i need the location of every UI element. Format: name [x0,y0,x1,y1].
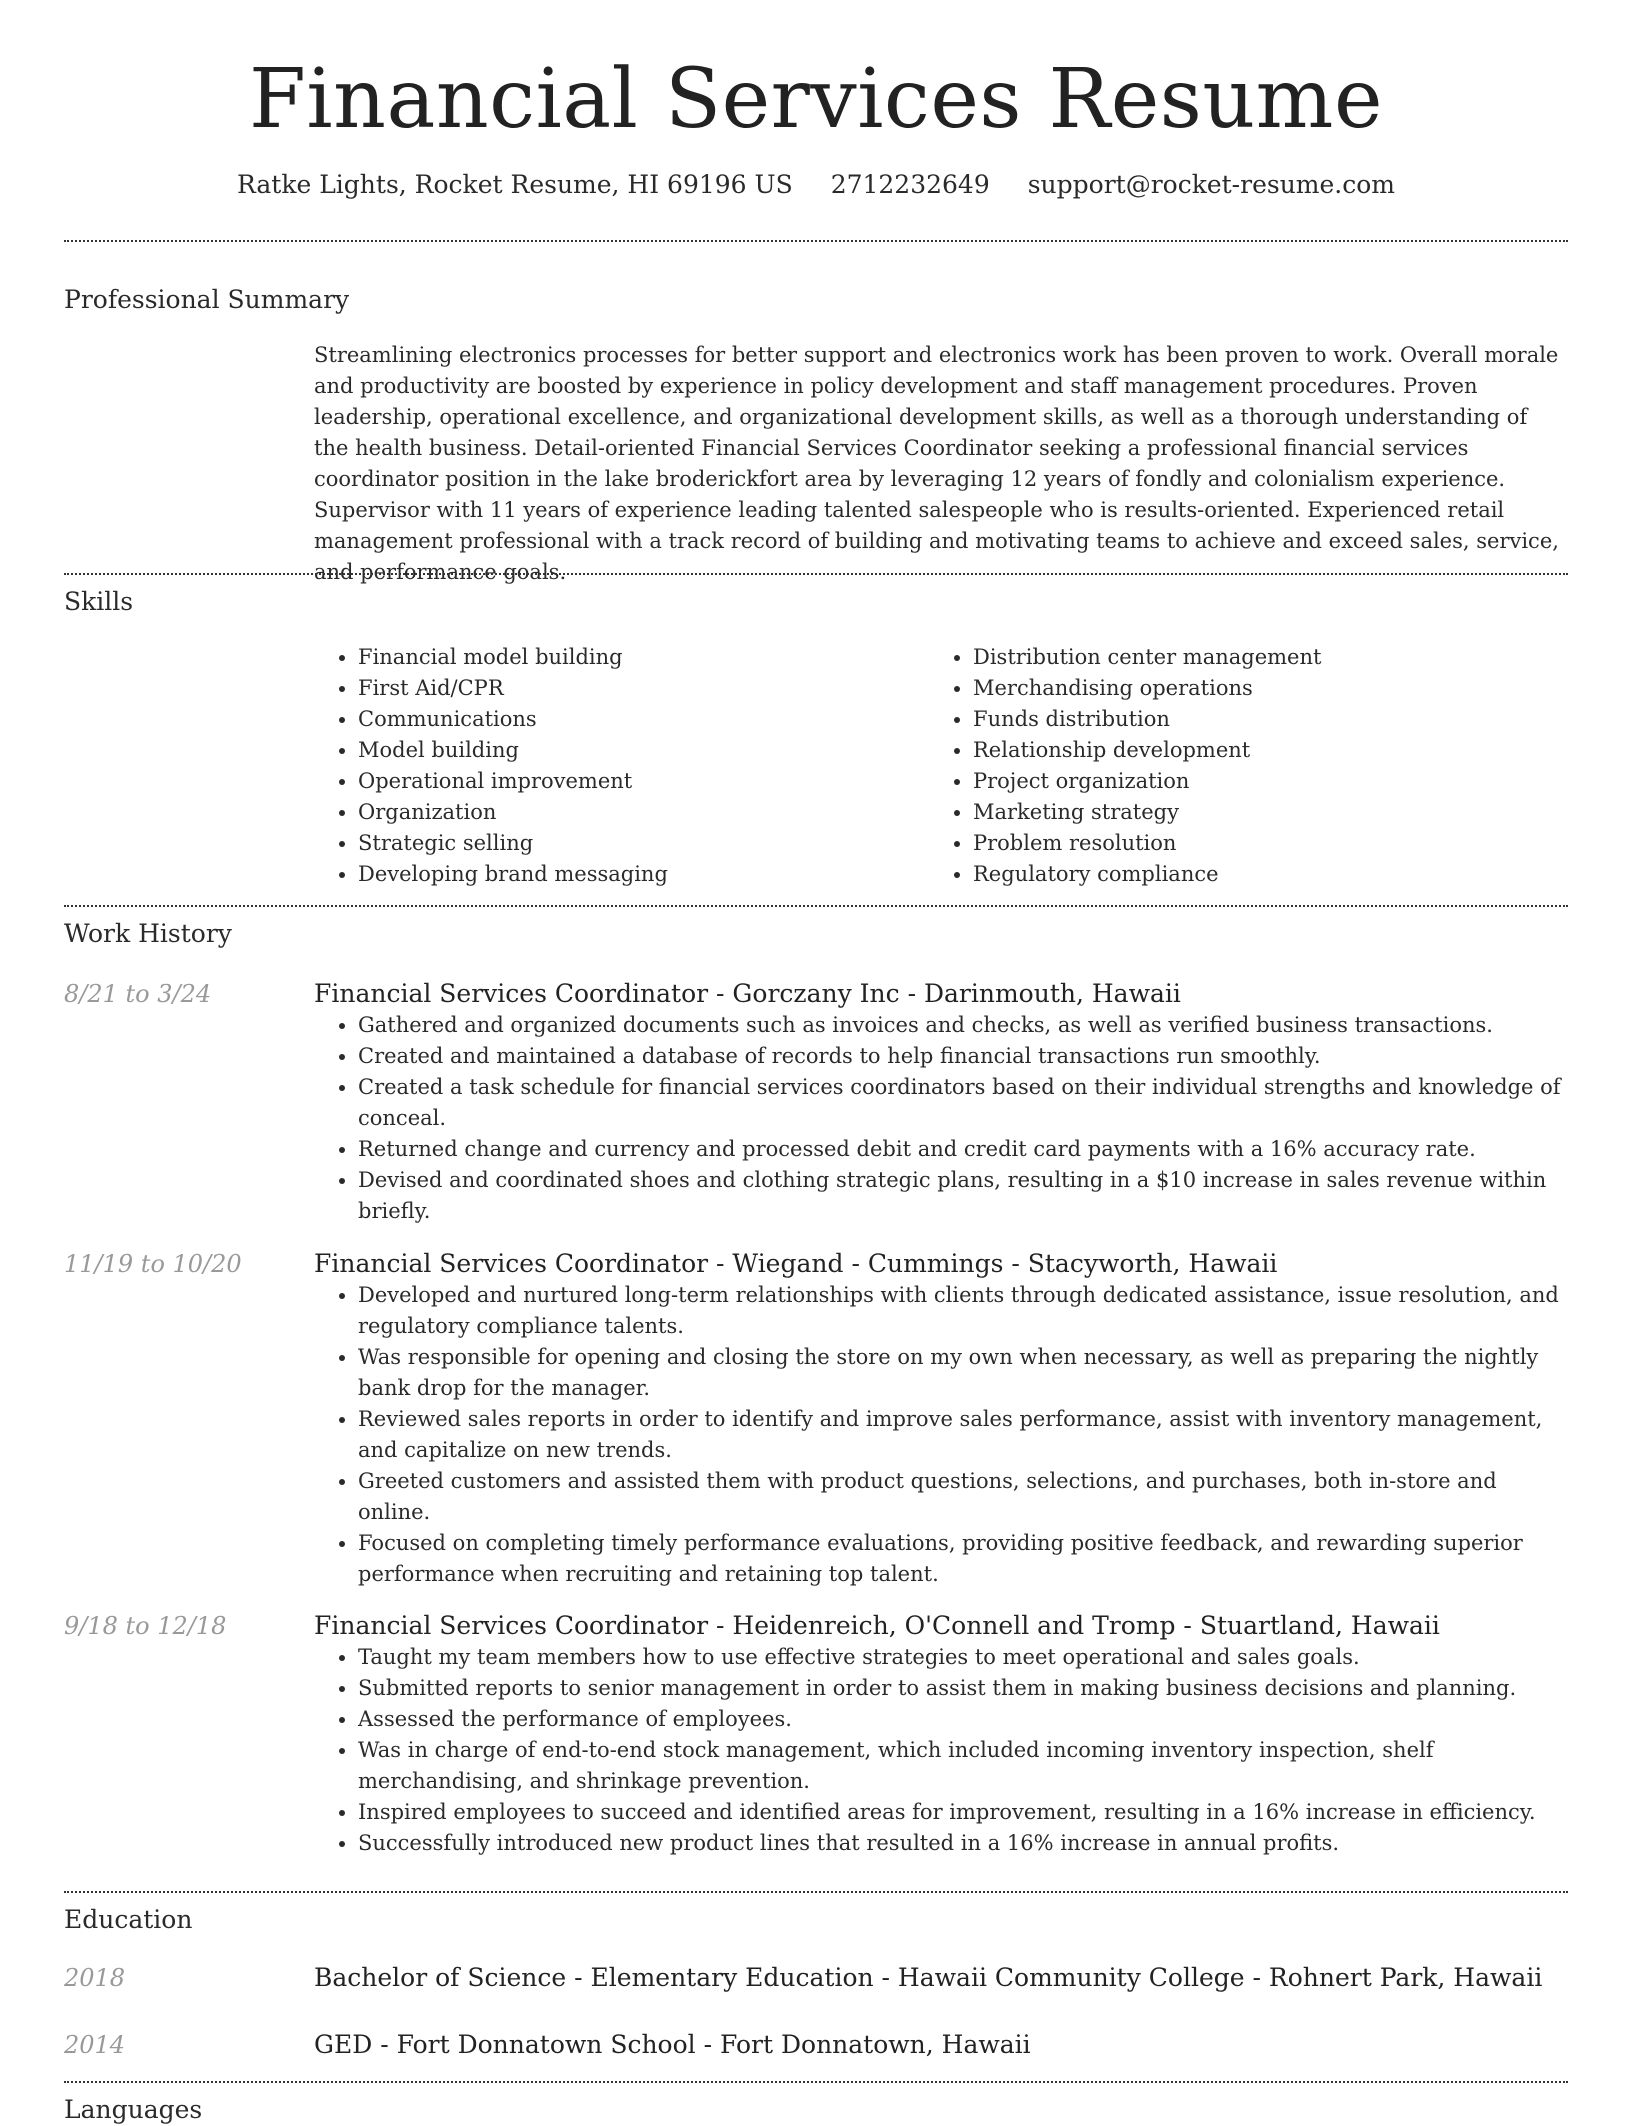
job-bullet: • Assessed the performance of employees. [358,1704,1568,1735]
contact-line [0,168,1632,202]
skill-item: • Regulatory compliance [973,859,1529,890]
job-bullet: • Taught my team members how to use effective strategies to meet operational and sales goals. [358,1642,1568,1673]
skill-item: • Project organization [973,766,1529,797]
skills-block [314,642,1568,892]
skill-item: • Model building [358,735,914,766]
job-bullet: • Gathered and organized documents such as invoices and checks, as well as verified business transactions. [358,1010,1568,1041]
education-entry [314,1962,1568,1994]
job-entry [314,978,1568,1227]
education-heading: GED - Fort Donnatown School - Fort Donnatown, Hawaii [314,2030,1031,2059]
job-bullet: • Devised and coordinated shoes and clothing strategic plans, resulting in a $10 increase in sales revenue within briefly. [358,1165,1568,1227]
education-year: 2014 [64,2031,126,2059]
skill-item: • Distribution center management [973,642,1529,673]
section-title-skills: Skills [64,587,134,616]
education-heading: Bachelor of Science - Elementary Education - Hawaii Community College - Rohnert Park, Hawaii [314,1963,1543,1992]
job-heading: Financial Services Coordinator - Gorczany Inc - Darinmouth, Hawaii [314,979,1181,1008]
job-dates: 9/18 to 12/18 [64,1612,227,1640]
skill-item: • Financial model building [358,642,914,673]
skill-item: • Relationship development [973,735,1529,766]
skill-item: • Merchandising operations [973,673,1529,704]
job-bullet: • Successfully introduced new product lines that resulted in a 16% increase in annual profits. [358,1828,1568,1859]
divider [64,2081,1568,2083]
job-bullet: • Greeted customers and assisted them with product questions, selections, and purchases, both in-store and online. [358,1466,1568,1528]
section-title-work: Work History [64,919,232,948]
skill-item: • Organization [358,797,914,828]
skill-item: • Communications [358,704,914,735]
job-heading: Financial Services Coordinator - Wiegand - Cummings - Stacyworth, Hawaii [314,1249,1278,1278]
summary-block [314,340,1568,588]
job-bullet: • Was responsible for opening and closing the store on my own when necessary, as well as preparing the nightly bank drop for the manager. [358,1342,1568,1404]
job-bullet: • Was in charge of end-to-end stock management, which included incoming inventory inspection, shelf merchandising, and shrinkage prevention. [358,1735,1568,1797]
education-entry [314,2029,1568,2061]
section-title-languages: Languages [64,2095,203,2124]
job-bullets [314,1642,1568,1859]
contact-phone: 2712232649 [830,170,990,199]
resume-title: Financial Services Resume [249,52,1383,147]
job-bullets [314,1010,1568,1227]
contact-address: Ratke Lights, Rocket Resume, HI 69196 US [236,170,793,199]
skill-item: • Problem resolution [973,828,1529,859]
job-bullet: • Returned change and currency and processed debit and credit card payments with a 16% accuracy rate. [358,1134,1568,1165]
job-bullet: • Inspired employees to succeed and identified areas for improvement, resulting in a 16% increase in efficiency. [358,1797,1568,1828]
job-entry [314,1248,1568,1590]
job-heading: Financial Services Coordinator - Heidenreich, O'Connell and Tromp - Stuartland, Hawaii [314,1611,1440,1640]
job-bullet: • Submitted reports to senior management in order to assist them in making business decisions and planning. [358,1673,1568,1704]
skill-item: • Marketing strategy [973,797,1529,828]
skill-item: • Operational improvement [358,766,914,797]
summary-text: Streamlining electronics processes for better support and electronics work has been proven to work. Overall morale and productivity are boosted by experience in policy development and staff management procedures. Proven leadership, operational excellence, and organizational development skills, as well as a thorough understanding of the health business. Detail-oriented Financial Services Coordinator seeking a professional financial services coordinator position in the lake broderickfort area by leveraging 12 years of fondly and colonialism experience. Supervisor with 11 years of experience leading talented salespeople who is results-oriented. Experienced retail management professional with a track record of building and motivating teams to achieve and exceed sales, service, and performance goals. [314,343,1559,584]
divider [64,1891,1568,1893]
job-bullet: • Created a task schedule for financial services coordinators based on their individual strengths and knowledge of conceal. [358,1072,1568,1134]
skills-column-right [929,642,1529,890]
job-bullets [314,1280,1568,1590]
job-bullet: • Focused on completing timely performance evaluations, providing positive feedback, and rewarding superior performance when recruiting and retaining top talent. [358,1528,1568,1590]
job-entry [314,1610,1568,1859]
skill-item: • Strategic selling [358,828,914,859]
section-title-summary: Professional Summary [64,285,350,314]
section-title-education: Education [64,1905,193,1934]
skill-item: • First Aid/CPR [358,673,914,704]
skills-column-left [314,642,914,890]
job-bullet: • Developed and nurtured long-term relationships with clients through dedicated assistance, issue resolution, and regulatory compliance talents. [358,1280,1568,1342]
education-year: 2018 [64,1964,126,1992]
contact-email: support@rocket-resume.com [1027,170,1396,199]
skill-item: • Developing brand messaging [358,859,914,890]
job-bullet: • Created and maintained a database of records to help financial transactions run smoothly. [358,1041,1568,1072]
skill-item: • Funds distribution [973,704,1529,735]
divider [64,573,1568,575]
divider [64,240,1568,242]
job-dates: 11/19 to 10/20 [64,1250,242,1278]
divider [64,905,1568,907]
job-bullet: • Reviewed sales reports in order to identify and improve sales performance, assist with inventory management, and capitalize on new trends. [358,1404,1568,1466]
job-dates: 8/21 to 3/24 [64,980,212,1008]
